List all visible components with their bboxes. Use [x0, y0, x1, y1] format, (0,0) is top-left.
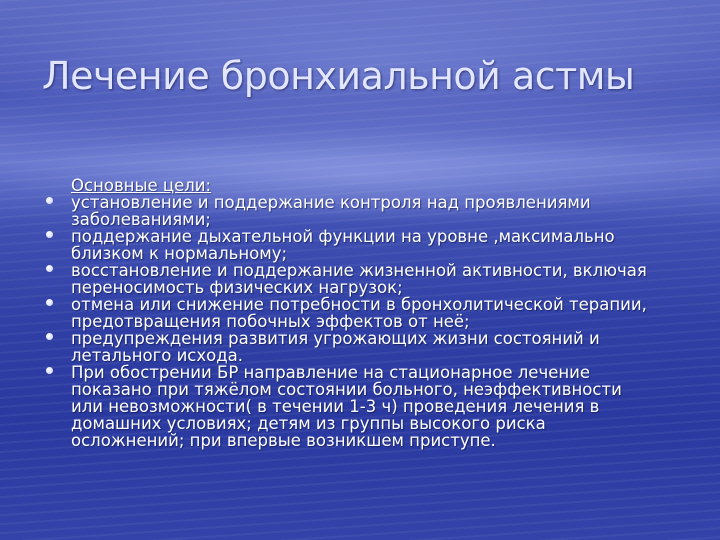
goals-heading: Основные цели:: [71, 176, 212, 195]
bullet-icon: [46, 197, 53, 204]
list-item-line: близком к нормальному;: [71, 244, 288, 263]
list-item: [46, 228, 686, 262]
list-item-line: или невозможности( в течении 1-3 ч) проведения лечения в: [71, 397, 600, 416]
list-item-line: заболеваниями;: [71, 210, 211, 229]
goals-list: [46, 194, 686, 449]
list-item-line: показано при тяжёлом состоянии больного, неэффективности: [71, 380, 622, 399]
list-item: [46, 262, 686, 296]
bullet-icon: [46, 265, 53, 272]
list-item: [46, 330, 686, 364]
bullet-icon: [46, 299, 53, 306]
bullet-icon: [46, 367, 53, 374]
list-item-line: переносимость физических нагрузок;: [71, 278, 403, 297]
list-item-line: При обострении БР направление на стационарное лечение: [71, 363, 591, 382]
bullet-icon: [46, 333, 53, 340]
list-item-line: отмена или снижение потребности в бронхолитической терапии,: [71, 295, 647, 314]
list-item: [46, 296, 686, 330]
list-item: [46, 194, 686, 228]
slide-content: [46, 177, 686, 449]
list-item-line: поддержание дыхательной функции на уровне ,максимально: [71, 227, 615, 246]
bullet-icon: [46, 231, 53, 238]
list-item-line: предупреждения развития угрожающих жизни состояний и: [71, 329, 600, 348]
list-item: [46, 364, 686, 449]
list-item-line: установление и поддержание контроля над проявлениями: [71, 193, 591, 212]
list-item-line: летального исхода.: [71, 346, 244, 365]
slide-title: Лечение бронхиальной астмы: [42, 54, 635, 98]
list-item-line: осложнений; при впервые возникшем приступе.: [71, 431, 496, 450]
list-item-line: домашних условиях; детям из группы высокого риска: [71, 414, 546, 433]
list-item-line: восстановление и поддержание жизненной активности, включая: [71, 261, 647, 280]
list-item-line: предотвращения побочных эффектов от неё;: [71, 312, 470, 331]
